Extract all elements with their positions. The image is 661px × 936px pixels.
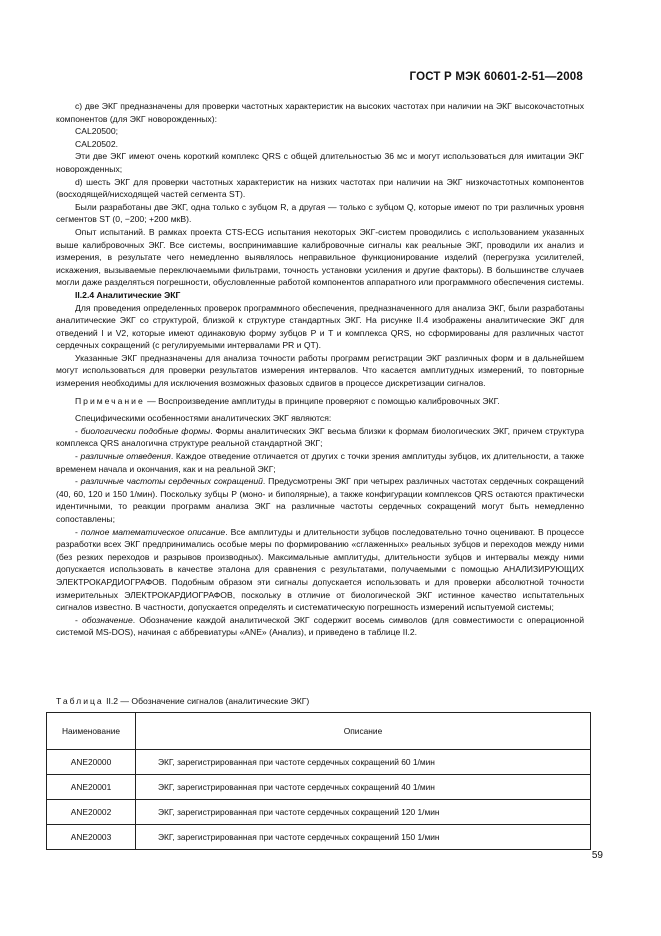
table-cell: ЭКГ, зарегистрированная при частоте сердечных сокращений 40 1/мин bbox=[136, 775, 591, 800]
note-text: — Воспроизведение амплитуды в принципе проверяют с помощью калибровочных ЭКГ. bbox=[144, 395, 500, 406]
paragraph: Для проведения определенных проверок программного обеспечения, предназначенного для анализа ЭКГ, были разработаны аналитические ЭКГ со структурой, близкой к структуре стандартных ЭКГ. На рисунке II.4 изображены аналитические ЭКГ для отведений I и V2, которые имеют одинаковую форму зубцов P и T и комплекса QRS, но сформированы для различных частот сердечных сокращений (с регулируемыми интервалами PR и QT). bbox=[56, 302, 584, 351]
list-item-text: . Все амплитуды и длительности зубцов последовательно точно оценивают. В процессе разработки всех ЭКГ предпринимались особые меры по формированию «сглаженных» реальных зубцов и переходов между ними (без резких переходов и разрывов производных). Максимальные амплитуды, длительности зубцов и интервалы между ними допускается использовать в качестве эталона для сравнения с результатами, получаемыми с помощью АНАЛИЗИРУЮЩИХ ЭЛЕКТРОКАРДИОГРАФОВ. Подобным образом эти сигналы допускается использовать и для проверки абсолютной точности измерительных ЭЛЕКТРОКАРДИОГРАФОВ, поскольку в отличие от биологической ЭКГ истинное качество испытательных сигналов известно. В частности, допускается определять и систематическую погрешность измерений испытуемой системы; bbox=[56, 526, 584, 613]
paragraph: Опыт испытаний. В рамках проекта CTS-ECG испытания некоторых ЭКГ-систем проводились с использованием указанных выше калибровочных ЭКГ. Все системы, воспринимавшие калибровочные сигналы как реальные ЭКГ, проводили их анализ и измерения, в результате чего немедленно выявлялось неправильное функционирование изделий (перегрузка усилителей, искажения, вызываемые переключаемыми фильтрами, точность установки усиления и другие факторы). В большинстве случаев могли даже разделяться погрешности, обусловленные работой компонентов аппаратного или программного обеспечения системы. bbox=[56, 226, 584, 288]
note-label: Примечание bbox=[75, 395, 145, 406]
paragraph: d) шесть ЭКГ для проверки частотных характеристик на низких частотах при наличии на ЭКГ низкочастотных компонентов (восходящей/нисходящей частей сегмента ST). bbox=[56, 176, 584, 200]
paragraph: Были разработаны две ЭКГ, одна только с зубцом R, а другая — только с зубцом Q, которые имеют по три различных уровня сегментов ST (0, −200; +200 мкВ). bbox=[56, 201, 584, 225]
term: полное математическое описание bbox=[80, 526, 226, 537]
dash: - bbox=[75, 526, 81, 537]
table-row bbox=[47, 775, 591, 800]
dash: - bbox=[75, 451, 81, 462]
list-item-text: . Обозначение каждой аналитической ЭКГ содержит восемь символов (для совместимости с операционной системой MS-DOS), начиная с аббревиатуры «ANE» (Анализ), и приведено в таблице II.2. bbox=[56, 614, 584, 638]
signals-table bbox=[46, 712, 591, 850]
term: биологически подобные формы bbox=[80, 425, 211, 436]
list-item bbox=[56, 475, 584, 525]
table-caption bbox=[56, 696, 309, 706]
term: различные отведения bbox=[80, 451, 171, 462]
table-row bbox=[47, 800, 591, 825]
table-cell: ANE20000 bbox=[47, 750, 136, 775]
term: различные частоты сердечных сокращений bbox=[80, 476, 263, 487]
table-row bbox=[47, 750, 591, 775]
table-cell: ЭКГ, зарегистрированная при частоте сердечных сокращений 60 1/мин bbox=[136, 750, 591, 775]
standard-header: ГОСТ Р МЭК 60601-2-51—2008 bbox=[409, 71, 583, 83]
page-number: 59 bbox=[591, 850, 603, 861]
note bbox=[56, 395, 584, 408]
list-item-text: . Формы аналитических ЭКГ весьма близки к формам биологических ЭКГ, причем структура комплекса QRS аналогична структуре реальной стандартной ЭКГ; bbox=[56, 425, 585, 449]
list-item bbox=[56, 425, 584, 450]
list-item: CAL20500; bbox=[75, 126, 119, 137]
column-header: Наименование bbox=[47, 713, 136, 750]
table-cell: ЭКГ, зарегистрированная при частоте сердечных сокращений 120 1/мин bbox=[136, 800, 591, 825]
table-row bbox=[47, 825, 591, 850]
table-cell: ANE20001 bbox=[47, 775, 136, 800]
paragraph: Указанные ЭКГ предназначены для анализа точности работы программ регистрации ЭКГ различных форм и в дальнейшем могут использоваться для проверки результатов измерения интервалов. Что касается амплитудных измерений, то повторные измерения необходимы для исключения возможных фазовых сдвигов в процессе дискретизации сигналов. bbox=[56, 352, 584, 389]
table-cell: ANE20002 bbox=[47, 800, 136, 825]
body-text bbox=[56, 100, 584, 639]
paragraph: c) две ЭКГ предназначены для проверки частотных характеристик на высоких частотах при наличии на ЭКГ высокочастотных компонентов (для ЭКГ новорожденных): bbox=[56, 101, 584, 124]
dash: - bbox=[75, 614, 82, 625]
list-item bbox=[56, 450, 584, 475]
term: обозначение bbox=[82, 614, 133, 625]
table-label: Таблица bbox=[56, 696, 104, 706]
list-item-text: . Предусмотрены ЭКГ при четырех различных частотах сердечных сокращений (40, 60, 120 и 150 1/мин). Поскольку зубцы P (моно- и биполярные), а также конфигурации комплексов QRS остаются практически идентичными, то реакции программ анализа ЭКГ на различные частоты сердечных сокращений могут быть немедленно сопоставлены; bbox=[56, 476, 584, 524]
table-cell: ANE20003 bbox=[47, 825, 136, 850]
table-cell: ЭКГ, зарегистрированная при частоте сердечных сокращений 150 1/мин bbox=[136, 825, 591, 850]
table-header-row bbox=[47, 713, 591, 750]
paragraph: Эти две ЭКГ имеют очень короткий комплекс QRS с общей длительностью 36 мс и могут использоваться для имитации ЭКГ новорожденных; bbox=[56, 151, 584, 174]
paragraph: Специфическими особенностями аналитических ЭКГ являются: bbox=[75, 413, 332, 424]
column-header: Описание bbox=[136, 713, 591, 750]
list-item-text: . Каждое отведение отличается от других с точки зрения амплитуды зубцов, их длительности, а также временем начала и окончания, как и на реальной ЭКГ; bbox=[56, 451, 584, 474]
dash: - bbox=[75, 425, 81, 436]
section-heading: II.2.4 Аналитические ЭКГ bbox=[75, 289, 181, 300]
list-item: CAL20502. bbox=[75, 138, 119, 149]
list-item bbox=[56, 614, 584, 639]
table-title: II.2 — Обозначение сигналов (аналитические ЭКГ) bbox=[103, 696, 310, 706]
dash: - bbox=[75, 476, 81, 487]
list-item bbox=[56, 526, 584, 614]
